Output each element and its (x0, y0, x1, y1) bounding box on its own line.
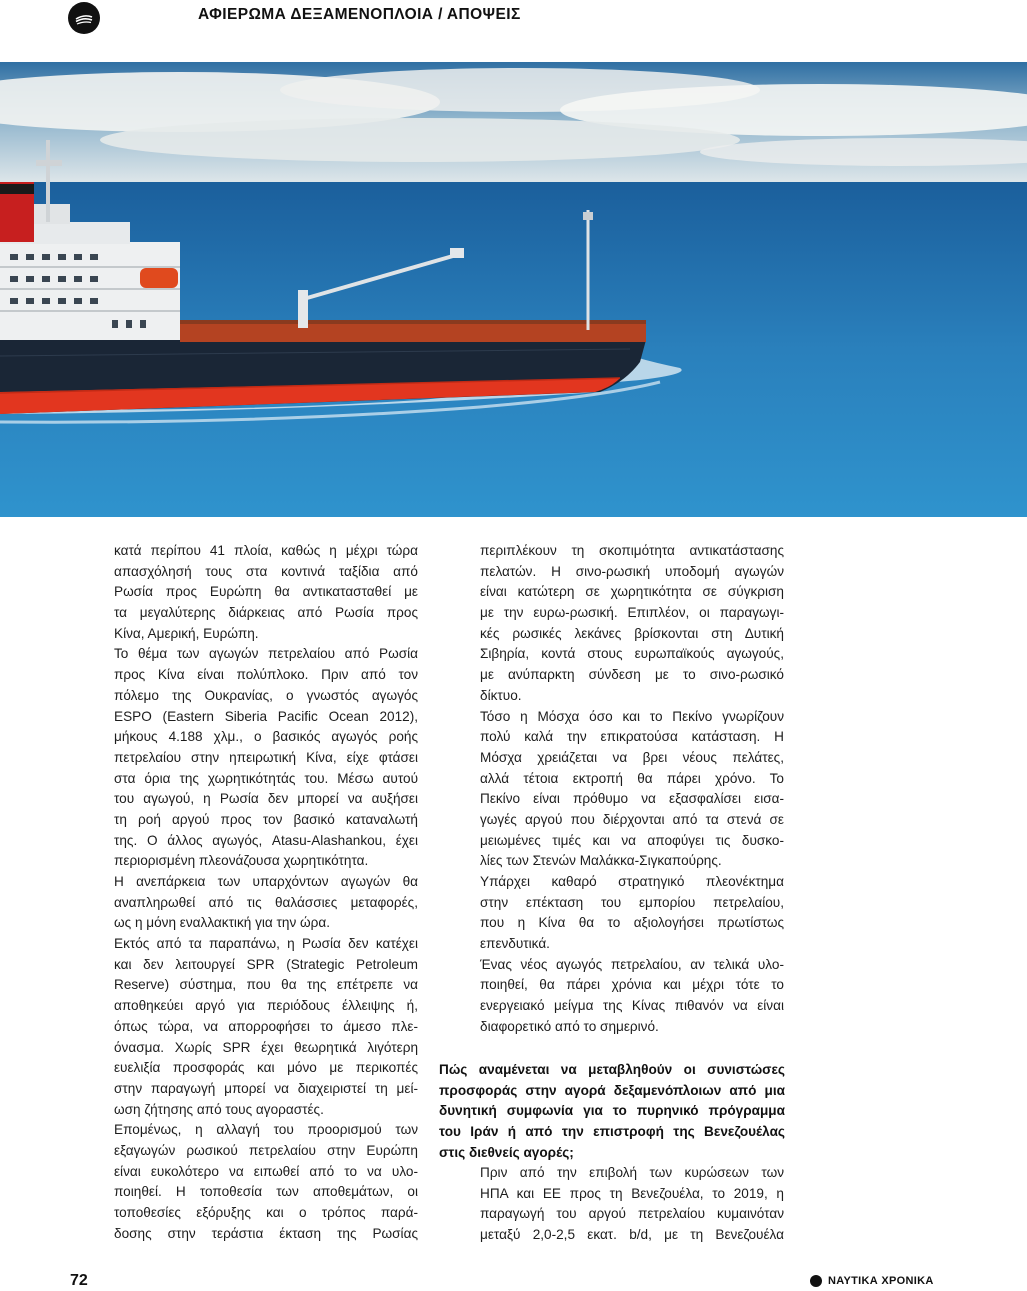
paragraph-line: όνασμα. Χωρίς SPR έχει θεωρητικά λιγότερη (114, 1039, 418, 1055)
paragraph-line: Τόσο η Μόσχα όσο και το Πεκίνο γνωρίζουν (480, 708, 784, 724)
paragraph-line: απασχόλησή τους στα κοντινά ταξίδια από (114, 563, 418, 579)
paragraph-line: Επομένως, η αλλαγή του προορισμού των (114, 1122, 418, 1138)
paragraph-line: πελατών. Η σινο-ρωσική υποδομή αγωγών (480, 563, 784, 579)
paragraph-line: με την ευρω-ρωσική. Επιπλέον, οι παραγωγι- (480, 605, 784, 621)
paragraph-line: Σιβηρία, κοντά στους ευρωπαϊκούς αγωγούς, (480, 646, 784, 662)
footer-brand (810, 1275, 934, 1287)
paragraph-line: περιπλέκουν τη σκοπιμότητα αντικατάστασης (480, 543, 784, 558)
paragraph-line: πολύ καλά την επικρατούσα κατάσταση. Η (480, 729, 784, 745)
paragraph-line: ευελιξία προσφοράς και μόνο με περικοπές (114, 1060, 418, 1076)
paragraph-line: αναπληρωθεί από τις θαλάσσιες μεταφορές, (114, 894, 418, 910)
paragraph-line: με ανύπαρκτη σύνδεση με το σινο-ρωσικό (480, 667, 784, 683)
question-line: του Ιράν ή από την επιστροφή της Βενεζουέλας (439, 1124, 785, 1140)
paragraph-line: Η ανεπάρκεια των υπαρχόντων αγωγών θα (114, 874, 418, 889)
paragraph-line: εξαγωγών ρωσικού πετρελαίου στην Ευρώπη (114, 1142, 418, 1158)
paragraph-line: λίες των Στενών Μαλάκκα-Σιγκαπούρης. (480, 853, 722, 869)
paragraph-line: περιορισμένη πλεονάζουσα χωρητικότητα. (114, 853, 369, 869)
paragraph-line: Το θέμα των αγωγών πετρελαίου από Ρωσία (114, 646, 418, 662)
paragraph-line: Εκτός από τα παραπάνω, η Ρωσία δεν κατέχει (114, 936, 418, 952)
paragraph-line: τη ροή αργού προς τον βασικό καταναλωτή (114, 811, 418, 827)
paragraph-line: όπως τώρα, να απορροφήσει το άμεσο πλε- (114, 1018, 418, 1034)
paragraph-line: Πριν από την επιβολή των κυρώσεων των (480, 1165, 784, 1180)
paragraph-line: ESPO (Eastern Siberia Pacific Ocean 2012), (114, 708, 418, 724)
question-line: δυνητική συμφωνία για το πυρηνικό πρόγραμμα (439, 1103, 785, 1119)
paragraph-line: είναι κατώτερη σε χωρητικότητα σε σύγκριση (480, 584, 784, 600)
paragraph-line: αλλά τέτοια εκτροπή θα πάρει χρόνο. Το (480, 770, 784, 786)
paragraph-line: μεταξύ 2,0-2,5 εκατ. b/d, με τη Βενεζουέλα (480, 1227, 784, 1243)
paragraph-line: Reserve) σύστημα, που θα της επέτρεπε να (114, 977, 418, 993)
paragraph-line: κές ρωσικές λεκάνες βρίσκονται στη Δυτική (480, 625, 784, 641)
paragraph-line: ως η μόνη εναλλακτική για την ώρα. (114, 915, 331, 931)
paragraph-line: δοσης στην τεράστια έκταση της Ρωσίας (114, 1225, 418, 1241)
paragraph-line: στα όρια της χωρητικότητάς του. Μέσω αυτού (114, 770, 418, 786)
question-line: στις διεθνείς αγορές; (439, 1144, 574, 1160)
paragraph-line: πετρελαίου στην ηπειρωτική Κίνα, είχε φτάσει (114, 749, 418, 765)
article-left-column (114, 541, 418, 1244)
paragraph-line: Ρωσία προς Ευρώπη θα αντικατασταθεί με (114, 584, 418, 600)
paragraph-line: γωγές αργού που διέρχονται από τα στενά σε (480, 811, 784, 827)
paragraph-line: ποιηθεί. Η τοποθεσία των αποθεμάτων, οι (114, 1184, 418, 1200)
paragraph-line: ποιηθεί, θα πάρει χρόνια και μέχρι τότε το (480, 977, 784, 993)
paragraph-line: είναι ευκολότερο να ειπωθεί από το να υλο- (114, 1163, 418, 1179)
paragraph-line: Κίνα, Αμερική, Ευρώπη. (114, 625, 259, 641)
paragraph-line: αποθηκεύει αργό για περιόδους έλλειψης ή, (114, 998, 418, 1014)
paragraph-line: ωση ζήτησης από τους αγοραστές. (114, 1101, 324, 1117)
page-number: 72 (70, 1272, 88, 1289)
paragraph-line: κατά περίπου 41 πλοία, καθώς η μέχρι τώρα (114, 543, 418, 558)
paragraph-line: της. Ο άλλος αγωγός, Atasu-Alashankou, έχει (114, 832, 418, 848)
paragraph-line: πόλεμο της Ουκρανίας, ο γνωστός αγωγός (114, 687, 418, 703)
article-right-column (480, 541, 784, 1038)
paragraph-line: ενεργειακό μείγμα της Κίνας πιθανόν να είναι (480, 998, 784, 1014)
tanker-ship-photo (0, 62, 1027, 517)
paragraph-line: μήκους 4.188 χλμ., ο βασικός αγωγός ροής (114, 729, 418, 745)
section-title: ΑΦΙΕΡΩΜΑ ΔΕΞΑΜΕΝΟΠΛΟΙΑ / ΑΠΟΨΕΙΣ (198, 6, 521, 23)
paragraph-line: Υπάρχει καθαρό στρατηγικό πλεονέκτημα (480, 874, 784, 889)
interview-answer (480, 1163, 784, 1246)
question-line: προσφοράς στην αγορά δεξαμενόπλοιων από μια (439, 1082, 785, 1098)
paragraph-line: Μόσχα χρειάζεται να βρει νέους πελάτες, (480, 749, 784, 765)
paragraph-line: προς Κίνα είναι πολύπλοκο. Πριν από τον (114, 667, 418, 683)
paragraph-line: δίκτυο. (480, 687, 522, 703)
paragraph-line: τα μεγαλύτερης διάρκειας από Ρωσία προς (114, 605, 418, 621)
paragraph-line: ΗΠΑ και ΕΕ προς τη Βενεζουέλα, το 2019, η (480, 1185, 784, 1201)
question-line: Πώς αναμένεται να μεταβληθούν οι συνιστώσες (439, 1062, 785, 1077)
paragraph-line: διαφορετικό από το σημερινό. (480, 1018, 659, 1034)
paragraph-line: μειωμένες τιμές και να αποφύγει τις δυσκο- (480, 832, 784, 848)
paragraph-line: επενδυτικά. (480, 936, 550, 952)
brand-logo-icon (810, 1275, 822, 1287)
paragraph-line: στην επέκταση του εμπορίου πετρελαίου, (480, 894, 784, 910)
interview-question (439, 1060, 785, 1163)
paragraph-line: του αγωγού, η Ρωσία δεν μπορεί να αυξήσει (114, 791, 418, 807)
brand-name: ΝΑΥΤΙΚΑ ΧΡΟΝΙΚΑ (828, 1275, 934, 1287)
paragraph-line: και δεν λειτουργεί SPR (Strategic Petroleum (114, 956, 418, 972)
paragraph-line: που η Κίνα θα το αξιολογήσει πρωτίστως (480, 915, 784, 931)
paragraph-line: παραγωγή του αργού πετρελαίου κυμαινόταν (480, 1206, 784, 1222)
paragraph-line: τοποθεσίες εξόρυξης και ο τρόπος παρά- (114, 1205, 418, 1220)
paragraph-line: Ένας νέος αγωγός πετρελαίου, αν τελικά υλο- (480, 956, 784, 972)
magazine-logo-icon (68, 2, 100, 34)
paragraph-line: Πεκίνο είναι πρόθυμο να εξασφαλίσει εισα- (480, 791, 784, 807)
paragraph-line: στην παραγωγή μπορεί να διαχειριστεί τη μεί- (114, 1080, 418, 1096)
